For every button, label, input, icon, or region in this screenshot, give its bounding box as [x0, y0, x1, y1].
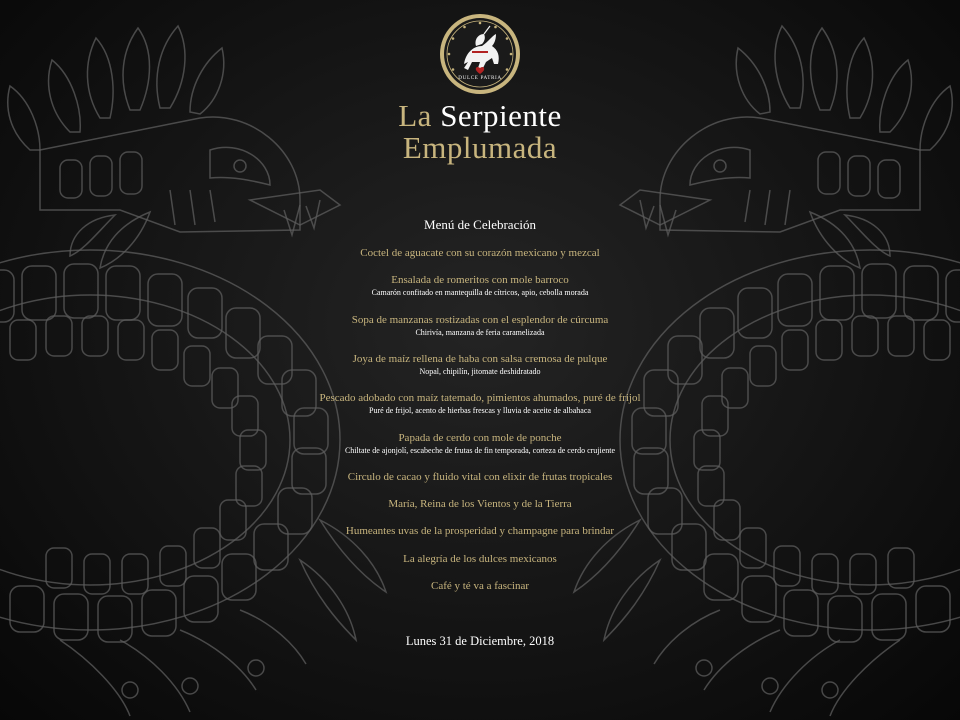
course-description: Nopal, chipilín, jitomate deshidratado [419, 367, 541, 376]
course-name: María, Reina de los Vientos y de la Tierra [388, 498, 572, 510]
course-11 [0, 580, 960, 593]
course-10 [0, 553, 960, 566]
course-name: Ensalada de romeritos con mole barroco [391, 274, 569, 286]
title-word-la: La [398, 98, 432, 133]
course-description: Chiltate de ajonjolí, escabeche de frutas de fin temporada, corteza de cerdo crujiente [344, 446, 616, 455]
title-word-serpiente: Serpiente [440, 98, 562, 133]
menu-heading: Menú de Celebración [424, 217, 536, 232]
course-3 [0, 314, 960, 338]
course-name: Circulo de cacao y fluido vital con elixir de frutas tropicales [347, 471, 613, 483]
restaurant-title [0, 100, 960, 163]
course-name: Café y té va a fascinar [430, 580, 530, 592]
course-name: Pescado adobado con maíz tatemado, pimientos ahumados, puré de frijol [319, 392, 641, 404]
course-name: La alegría de los dulces mexicanos [403, 553, 557, 565]
course-9 [0, 525, 960, 538]
course-2 [0, 274, 960, 298]
course-name: Papada de cerdo con mole de ponche [398, 432, 562, 444]
course-name: Sopa de manzanas rostizadas con el esplendor de cúrcuma [351, 314, 609, 326]
course-6 [0, 432, 960, 456]
title-line-2: Emplumada [402, 130, 558, 165]
title-line-1 [0, 100, 960, 131]
course-8 [0, 498, 960, 511]
course-5 [0, 392, 960, 416]
course-description: Puré de frijol, acento de hierbas frescas y lluvia de aceite de albahaca [369, 406, 591, 415]
course-name: Coctel de aguacate con su corazón mexicano y mezcal [360, 247, 600, 259]
logo-text: DULCE PATRIA [458, 75, 502, 81]
course-description: Camarón confitado en mantequilla de cítricos, apio, cebolla morada [371, 288, 589, 297]
course-description: Chirivía, manzana de feria caramelizada [415, 328, 545, 337]
course-name: Humeantes uvas de la prosperidad y champagne para brindar [345, 525, 615, 537]
course-4 [0, 353, 960, 377]
course-7 [0, 471, 960, 484]
course-1 [0, 247, 960, 260]
event-date: Lunes 31 de Diciembre, 2018 [405, 634, 555, 648]
course-name: Joya de maíz rellena de haba con salsa cremosa de pulque [352, 353, 608, 365]
dulce-patria-logo [438, 12, 522, 96]
